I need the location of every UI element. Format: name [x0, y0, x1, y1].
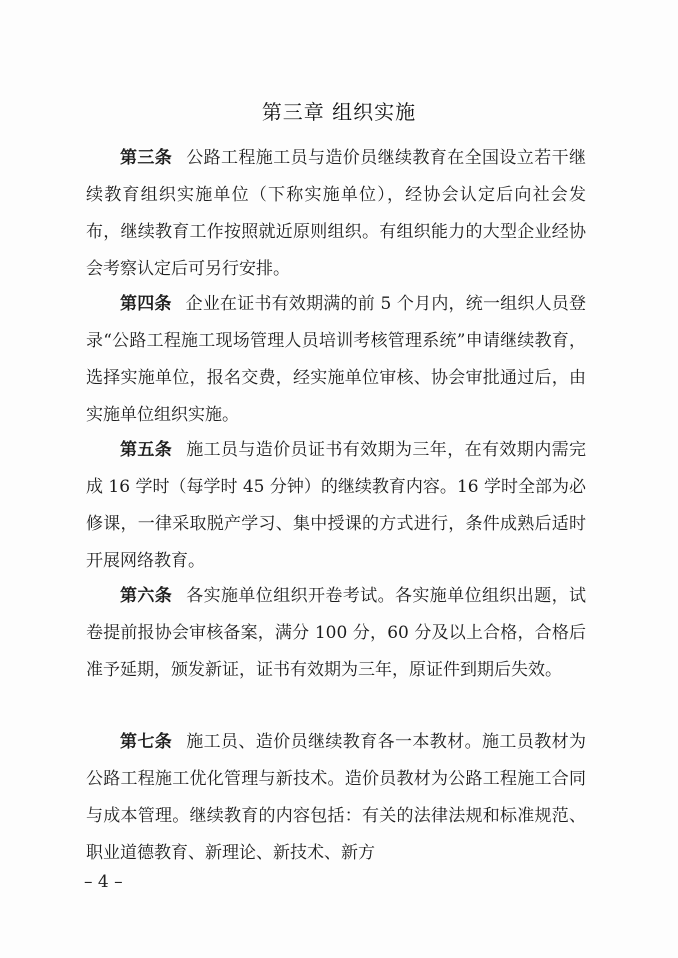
article-4-label: 第四条: [120, 294, 172, 314]
article-4: [86, 286, 586, 434]
article-4-text: 企业在证书有效期满的前 5 个月内，统一组织人员登录“公路工程施工现场管理人员培训考核管理系统”申请继续教育，选择实施单位，报名交费，经实施单位审核、协会审批通过后，由实施单位组织实施。: [86, 294, 587, 425]
article-5-text: 施工员与造价员证书有效期为三年，在有效期内需完成 16 学时（每学时 45 分钟）的继续教育内容。16 学时全部为必修课，一律采取脱产学习、集中授课的方式进行，条件成熟后适时开展网络教育。: [86, 440, 587, 571]
article-5-label: 第五条: [120, 440, 173, 460]
article-6-label: 第六条: [120, 586, 173, 606]
article-7-text: 施工员、造价员继续教育各一本教材。施工员教材为公路工程施工优化管理与新技术。造价员教材为公路工程施工合同与成本管理。继续教育的内容包括：有关的法律法规和标准规范、职业道德教育、新理论、新技术、新方: [86, 732, 587, 863]
chapter-title: 第三章 组织实施: [261, 100, 417, 124]
page-number: – 4 –: [84, 872, 123, 892]
article-3-text: 公路工程施工员与造价员继续教育在全国设立若干继续教育组织实施单位（下称实施单位），经协会认定后向社会发布，继续教育工作按照就近原则组织。有组织能力的大型企业经协会考察认定后可另行安排。: [86, 148, 587, 279]
article-7: [86, 724, 586, 872]
article-5: [86, 432, 586, 580]
article-7-label: 第七条: [120, 732, 173, 752]
article-6: [86, 578, 586, 689]
article-3-label: 第三条: [120, 148, 173, 168]
article-6-text: 各实施单位组织开卷考试。各实施单位组织出题，试卷提前报协会审核备案，满分 100 分，60 分及以上合格，合格后准予延期，颁发新证，证书有效期为三年，原证件到期后失效。: [86, 586, 587, 680]
article-3: [86, 140, 586, 288]
